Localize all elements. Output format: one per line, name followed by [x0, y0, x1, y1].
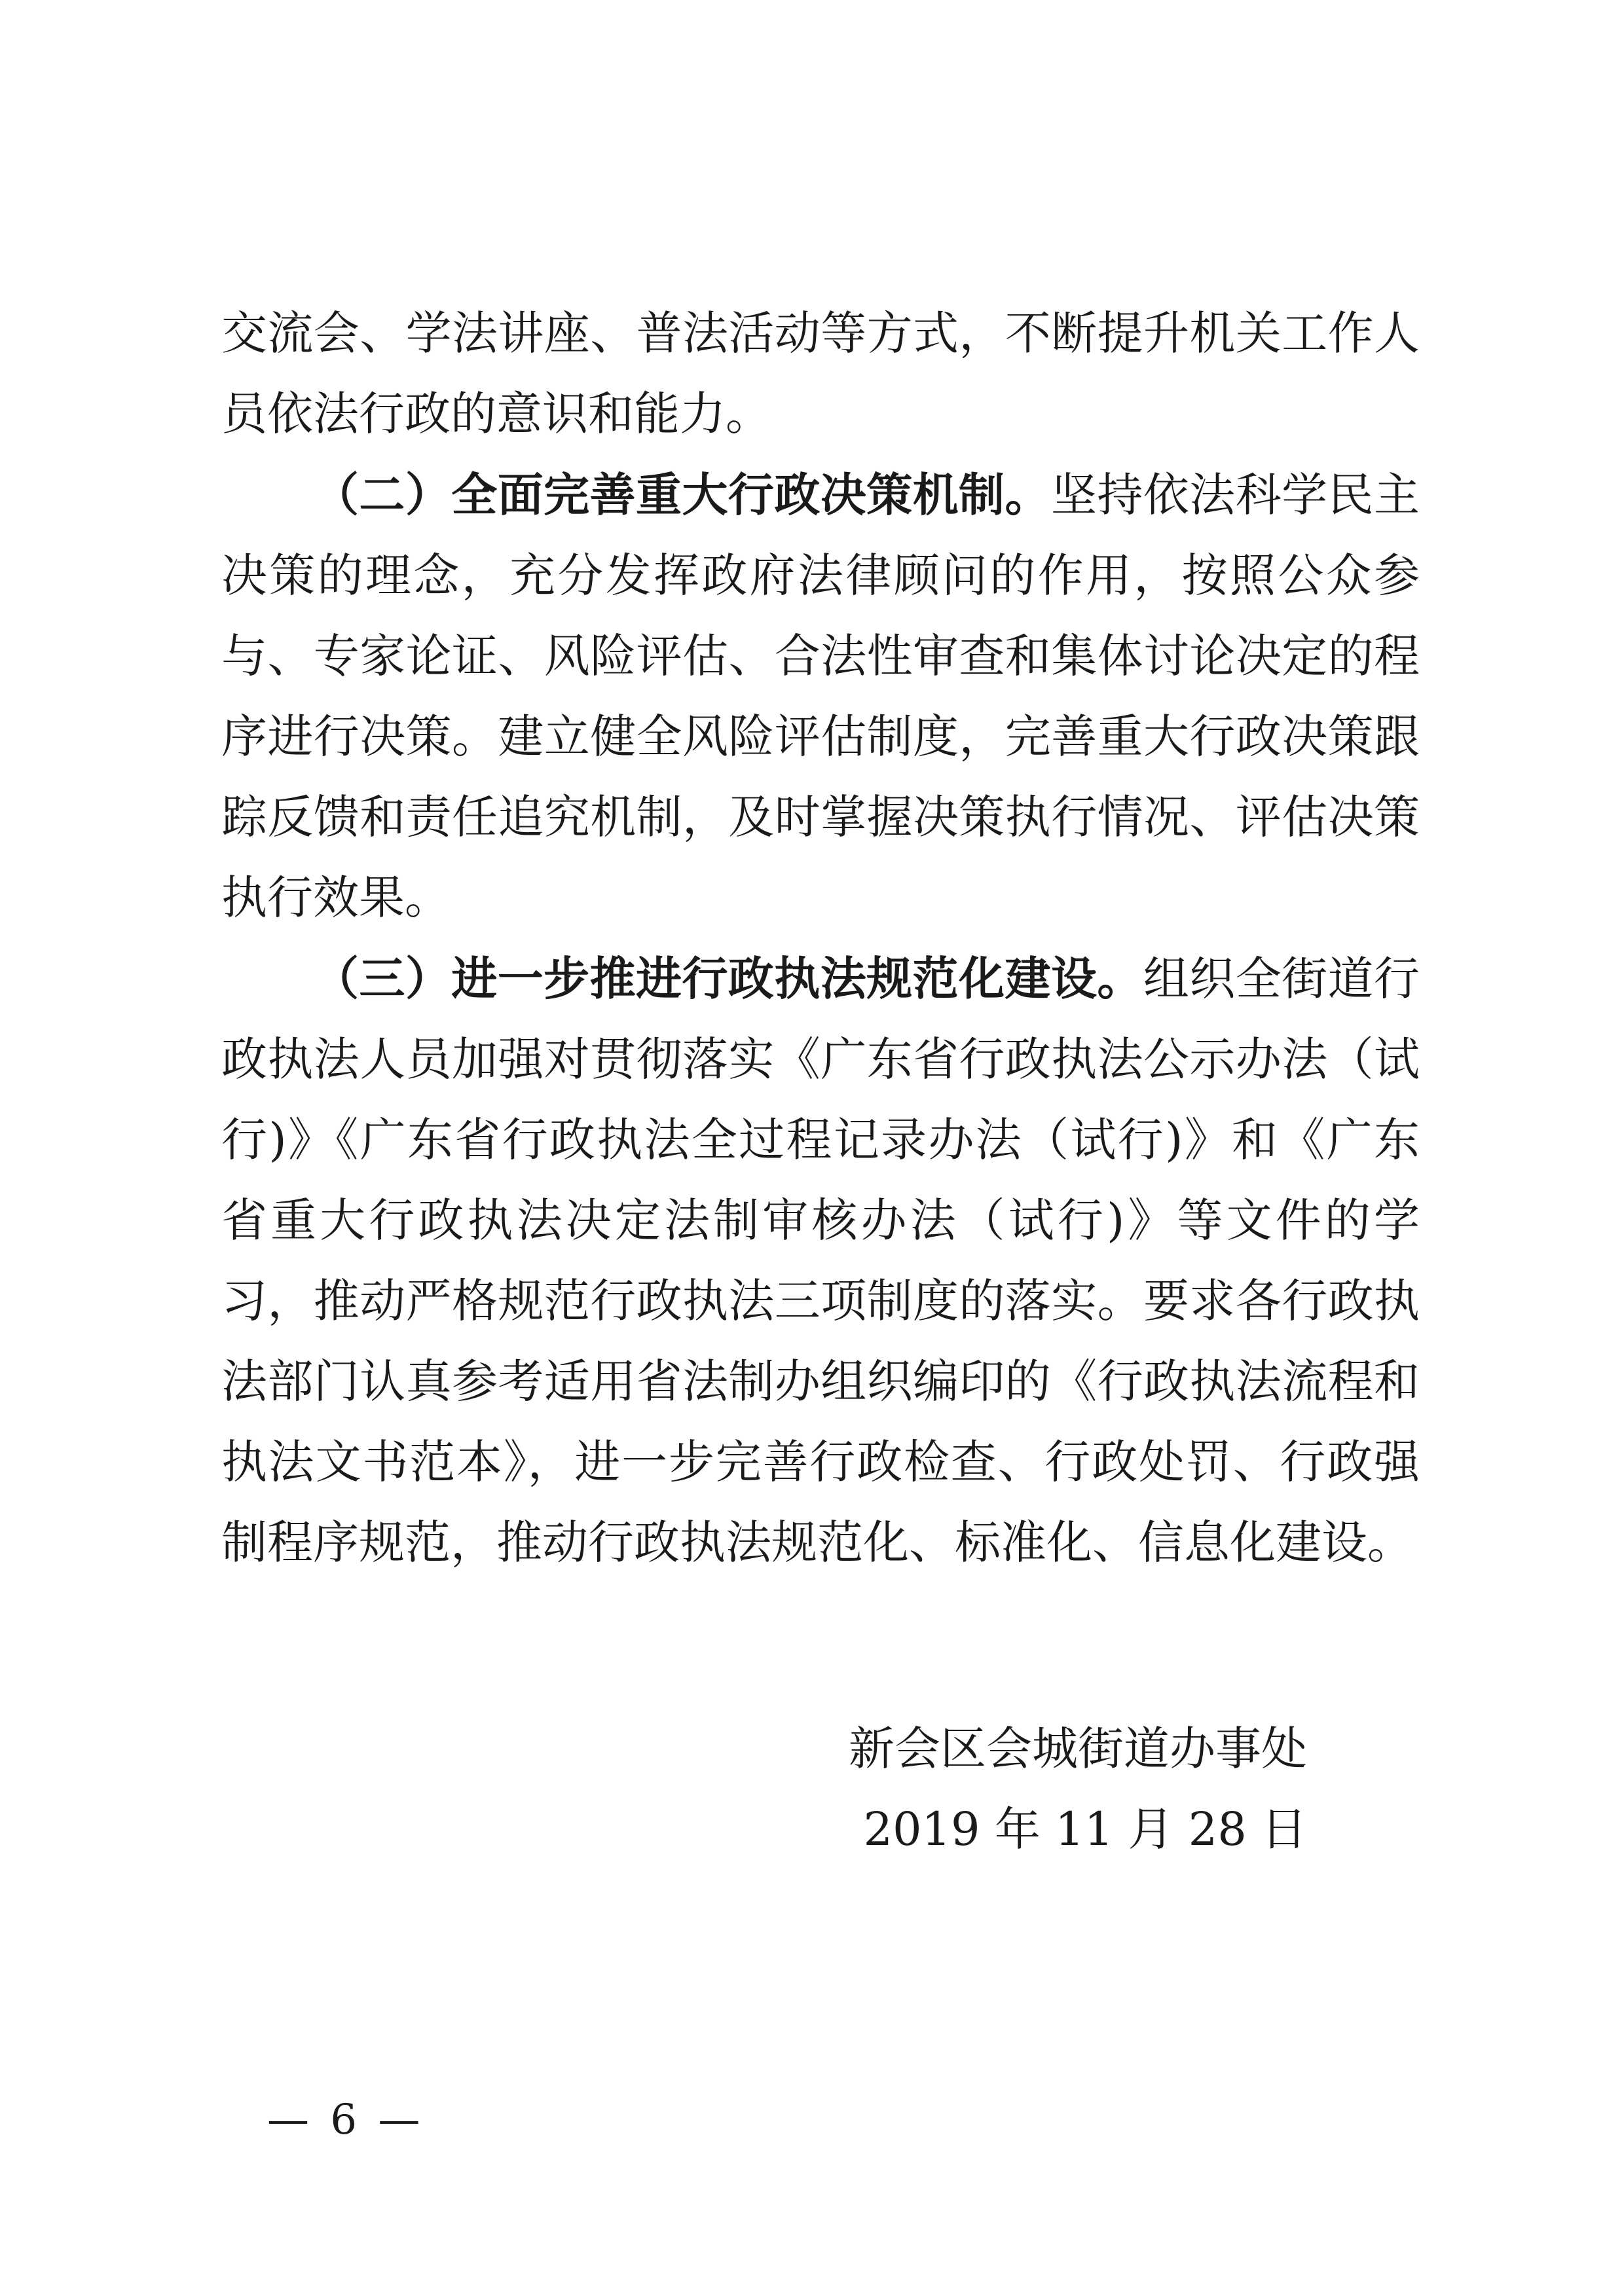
paragraph-continuation — [221, 293, 1420, 454]
document-body — [221, 293, 1420, 1583]
section-heading: （三）进一步推进行政执法规范化建设。 — [313, 951, 1143, 1006]
page-number: — 6 — — [267, 2096, 424, 2144]
paragraph-text: 交流会、学法讲座、普法活动等方式，不断提升机关工作人员依法行政的意识和能力。 — [221, 306, 1420, 441]
paragraph-text: 坚持依法科学民主决策的理念，充分发挥政府法律顾问的作用，按照公众参与、专家论证、风险评估、合法性审查和集体讨论决定的程序进行决策。建立健全风险评估制度，完善重大行政决策跟踪反馈和责任追究机制，及时掌握决策执行情况、评估决策执行效果。 — [221, 468, 1420, 924]
paragraph-enforcement-standardization — [221, 938, 1420, 1583]
signature-organization: 新会区会城街道办事处 — [849, 1722, 1307, 1776]
section-heading: （二）全面完善重大行政决策机制。 — [313, 467, 1051, 522]
paragraph-text: 组织全街道行政执法人员加强对贯彻落实《广东省行政执法公示办法（试行)》《广东省行政执法全过程记录办法（试行)》和《广东省重大行政执法决定法制审核办法（试行)》等文件的学习，推动严格规范行政执法三项制度的落实。要求各行政执法部门认真参考适用省法制办组织编印的《行政执法流程和执法文书范本》，进一步完善行政检查、行政处罚、行政强制程序规范，推动行政执法规范化、标准化、信息化建设。 — [221, 952, 1420, 1569]
paragraph-decision-mechanism — [221, 454, 1420, 938]
signature-date: 2019 年 11 月 28 日 — [863, 1802, 1307, 1856]
